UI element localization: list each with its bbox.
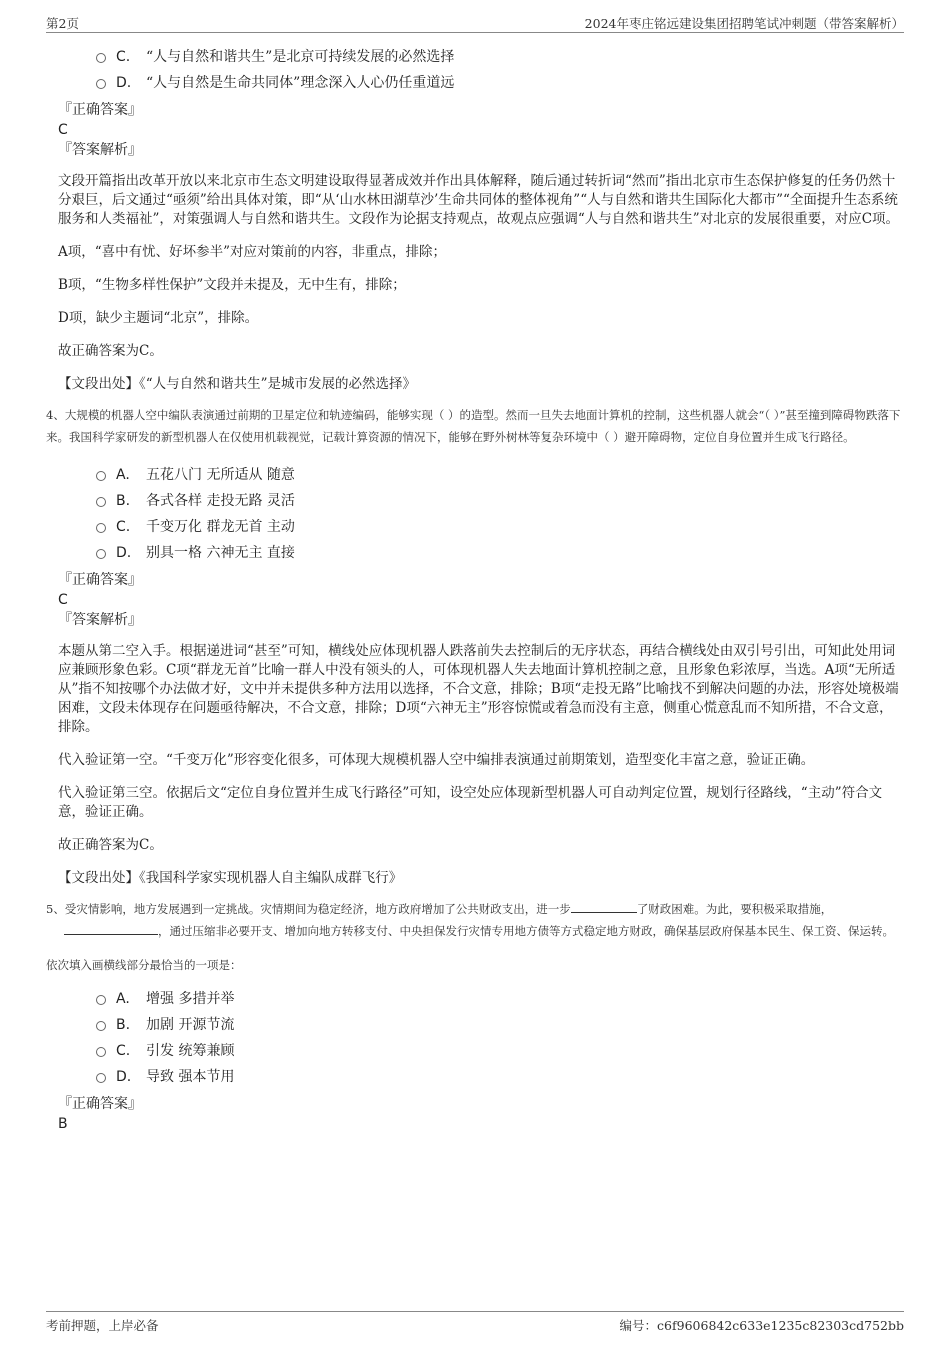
analysis-paragraph: 故正确答案为C。: [58, 343, 163, 359]
source-citation: 【文段出处】《“人与自然和谐共生”是城市发展的必然选择》: [58, 376, 417, 392]
option-d[interactable]: D. 别具一格 六神无主 直接: [46, 540, 904, 566]
radio-icon[interactable]: [96, 79, 106, 89]
option-c[interactable]: C. 千变万化 群龙无首 主动: [46, 514, 904, 540]
answer-value: B: [58, 1116, 68, 1132]
radio-icon[interactable]: [96, 471, 106, 481]
analysis-paragraph: 本题从第二空入手。根据递进词“甚至”可知，横线处应体现机器人跌落前失去控制后的无序状态，再结合横线处由双引号引出，可知此处用词应兼顾形象色彩。C项“群龙无首”比喻一群人中没有领头的人，可体现机器人失去地面计算机控制之意，且形象色彩浓厚，当选。A项“无所适从”指不知按哪个办法做才好，文中并未提供多种方法用以选择，不合文意，排除；B项“走投无路”比喻找不到解决问题的办法，形容处境极端困难，文段未体现存在问题亟待解决，不合文意，排除；D项“六神无主”形容惊慌或着急而没有主意，侧重心慌意乱而不知所措，不合文意，排除。: [58, 643, 899, 735]
source-citation: 【文段出处】《我国科学家实现机器人自主编队成群飞行》: [58, 870, 403, 886]
option-b[interactable]: B. 加剧 开源节流: [46, 1012, 904, 1038]
radio-icon[interactable]: [96, 549, 106, 559]
option-c[interactable]: C. 引发 统筹兼顾: [46, 1038, 904, 1064]
footer-slogan: 考前押题，上岸必备: [46, 1318, 159, 1333]
document-id: 编号：c6f9606842c633e1235c82303cd752bb: [619, 1318, 904, 1333]
page-number: 第2页: [46, 16, 79, 31]
option-d[interactable]: D. “人与自然是生命共同体”理念深入人心仍任重道远: [46, 70, 904, 96]
radio-icon[interactable]: [96, 1047, 106, 1057]
radio-icon[interactable]: [96, 497, 106, 507]
analysis-paragraph: 代入验证第三空。依据后文“定位自身位置并生成飞行路径”可知，设空处应体现新型机器人可自动判定位置，规划行径路线，“主动”符合文意，验证正确。: [58, 785, 883, 820]
page-header: [46, 14, 904, 33]
analysis-paragraph: 代入验证第一空。“千变万化”形容变化很多，可体现大规模机器人空中编排表演通过前期策划，造型变化丰富之意，验证正确。: [58, 752, 815, 768]
answer-label: 『正确答案』: [58, 1096, 142, 1112]
radio-icon[interactable]: [96, 1021, 106, 1031]
analysis-label: 『答案解析』: [58, 142, 142, 158]
analysis-paragraph: A项，“喜中有忧、好坏参半”对应对策前的内容，非重点，排除；: [58, 244, 447, 260]
page-footer: [46, 1311, 904, 1332]
analysis-paragraph: D项，缺少主题词“北京”，排除。: [58, 310, 259, 326]
document-body: [46, 44, 904, 1134]
answer-label: 『正确答案』: [58, 572, 142, 588]
analysis-label: 『答案解析』: [58, 612, 142, 628]
answer-label: 『正确答案』: [58, 102, 142, 118]
blank-1: [571, 900, 637, 913]
answer-value: C: [58, 122, 68, 138]
question-4: 4、大规模的机器人空中编队表演通过前期的卫星定位和轨迹编码，能够实现（ ）的造型。然而一旦失去地面计算机的控制，这些机器人就会“（ ）”甚至撞到障碍物跌落下来。我国科学家研发的新型机器人在仅使用机载视觉，记载计算资源的情况下，能够在野外树林等复杂环境中（ ）避开障碍物，定位自身位置并生成飞行路径。: [46, 408, 901, 444]
analysis-paragraph: 文段开篇指出改革开放以来北京市生态文明建设取得显著成效并作出具体解释，随后通过转折词“然而”指出北京市生态保护修复的任务仍然十分艰巨，后文通过“亟须”给出具体对策，即“从‘山水林田湖草沙’生命共同体的整体视角”“人与自然和谐共生国际化大都市”“全面提升生态系统服务和人类福祉”，对策强调人与自然和谐共生。文段作为论据支持观点，故观点应强调“人与自然和谐共生”对北京的发展很重要，对应C项。: [58, 173, 900, 227]
blank-2: [64, 922, 158, 935]
option-d[interactable]: D. 导致 强本节用: [46, 1064, 904, 1090]
answer-value: C: [58, 592, 68, 608]
question-prompt: 依次填入画横线部分最恰当的一项是：: [46, 958, 242, 972]
question-5: 5、受灾情影响，地方发展遇到一定挑战。灾情期间为稳定经济，地方政府增加了公共财政支出，进一步 了财政困难。为此，要积极采取措施，，通过压缩非必要开支、增加向地方转移支付、中央担保发行灾情专用地方债等方式稳定地方财政，确保基层政府保基本民生、保工资、保运转。: [46, 902, 894, 938]
radio-icon[interactable]: [96, 1073, 106, 1083]
option-a[interactable]: A. 五花八门 无所适从 随意: [46, 462, 904, 488]
analysis-paragraph: B项，“生物多样性保护”文段并未提及，无中生有，排除；: [58, 277, 406, 293]
radio-icon[interactable]: [96, 53, 106, 63]
analysis-paragraph: 故正确答案为C。: [58, 837, 163, 853]
option-c[interactable]: C. “人与自然和谐共生”是北京可持续发展的必然选择: [46, 44, 904, 70]
option-a[interactable]: A. 增强 多措并举: [46, 986, 904, 1012]
radio-icon[interactable]: [96, 523, 106, 533]
document-title: 2024年枣庄铭远建设集团招聘笔试冲刺题（带答案解析）: [584, 16, 904, 31]
option-b[interactable]: B. 各式各样 走投无路 灵活: [46, 488, 904, 514]
radio-icon[interactable]: [96, 995, 106, 1005]
